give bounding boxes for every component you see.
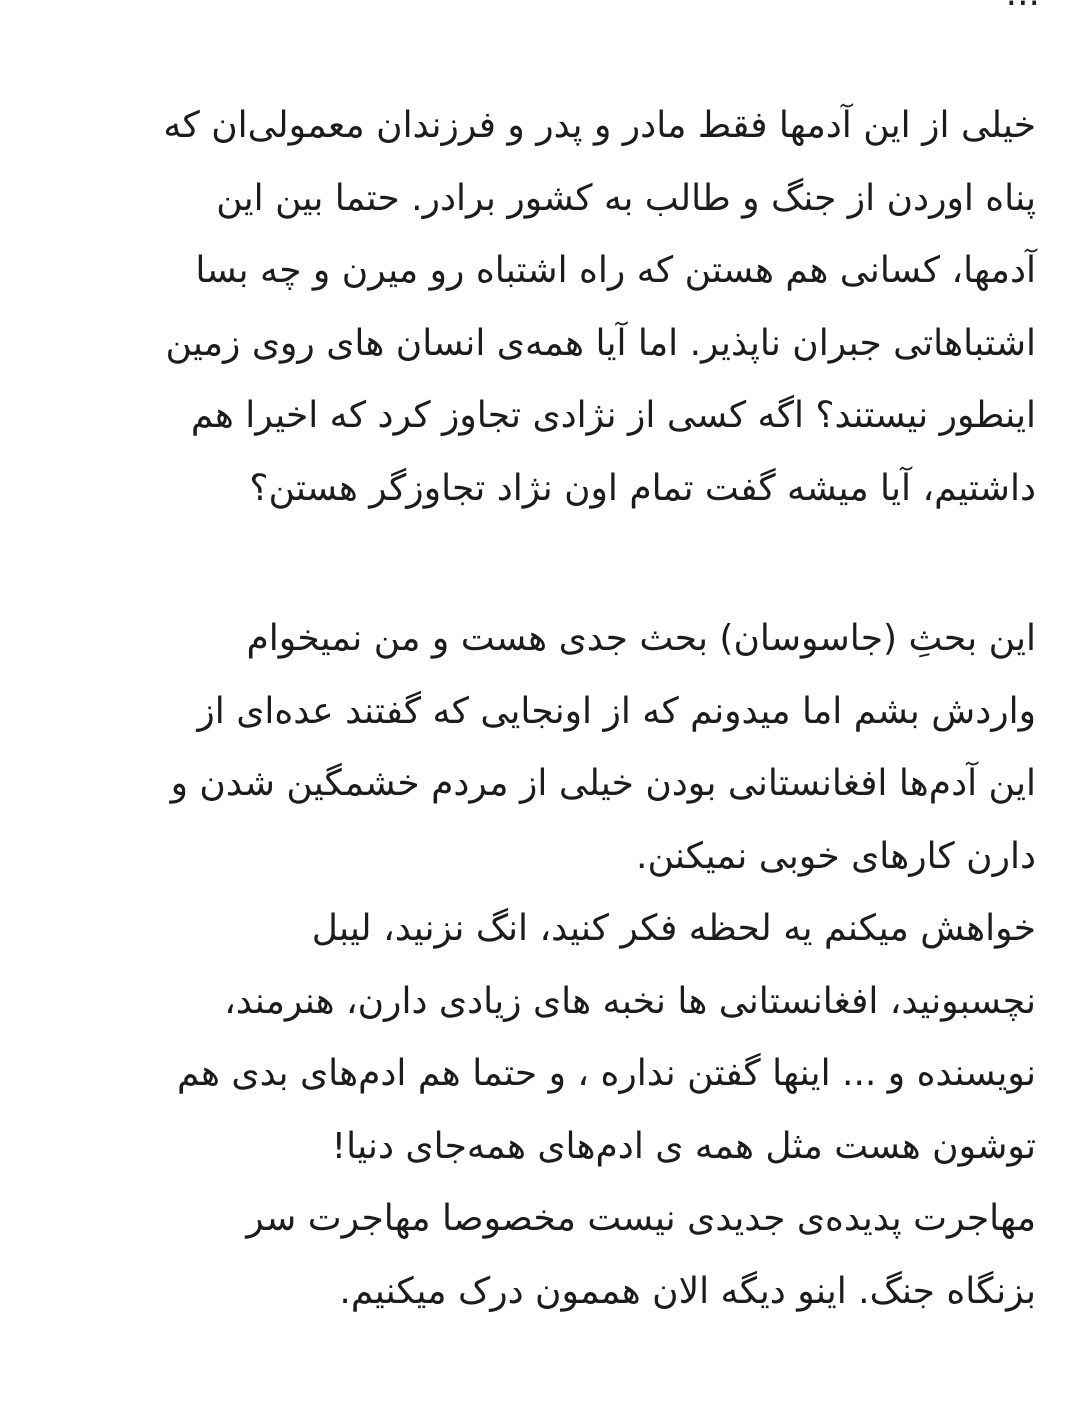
- paragraph-1-line: خیلی از این آدمها فقط مادر و پدر و فرزندان معمولی‌ان که: [163, 105, 1036, 146]
- paragraph-2-line: واردش بشم اما میدونم که از اونجایی که گفتند عده‌ای از: [197, 690, 1036, 732]
- paragraph-1: [36, 90, 1036, 525]
- cropped-previous-line: [40, 0, 1040, 14]
- paragraph-1-line: پناه اوردن از جنگ و طالب به کشور برادر. حتما بین این: [216, 177, 1036, 219]
- paragraph-2-line: توشون هست مثل همه ی ادم‌های همه‌جای دنیا!: [331, 1125, 1036, 1167]
- paragraph-1-line: اشتباهاتی جبران ناپذیر. اما آیا همه‌ی انسان های روی زمین: [165, 322, 1036, 364]
- paragraph-2-line: مهاجرت پدیده‌ی جدیدی نیست مخصوصا مهاجرت سر: [246, 1198, 1036, 1239]
- paragraph-2-line: نویسنده و ... اینها گفتن نداره ، و حتما هم ادم‌های بدی هم: [177, 1053, 1036, 1094]
- paragraph-2-line: خواهش میکنم یه لحظه فکر کنید، انگ نزنید، لیبل: [311, 908, 1036, 949]
- paragraph-2-line: نچسبونید، افغانستانی ها نخبه های زیادی دارن، هنرمند،: [224, 980, 1036, 1022]
- paragraph-1-line: آدمها، کسانی هم هستن که راه اشتباه رو میرن و چه بسا: [195, 250, 1036, 291]
- paragraph-2-line: دارن کارهای خوبی نمیکنن.: [636, 835, 1036, 877]
- paragraph-2-line: بزنگاه جنگ. اینو دیگه الان هممون درک میکنیم.: [339, 1270, 1036, 1312]
- paragraph-1-line: داشتیم، آیا میشه گفت تمام اون نژاد تجاوزگر هستن؟: [249, 467, 1036, 509]
- paragraph-1-line: اینطور نیستند؟ اگه کسی از نژادی تجاوز کرد که اخیرا هم: [190, 395, 1036, 436]
- paragraph-2: [36, 603, 1036, 1328]
- paragraph-2-line: این آدم‌ها افغانستانی بودن خیلی از مردم خشمگین شدن و: [170, 763, 1036, 804]
- paragraph-2-line: این بحثِ (جاسوسان) بحث جدی هست و من نمیخوام: [246, 618, 1036, 659]
